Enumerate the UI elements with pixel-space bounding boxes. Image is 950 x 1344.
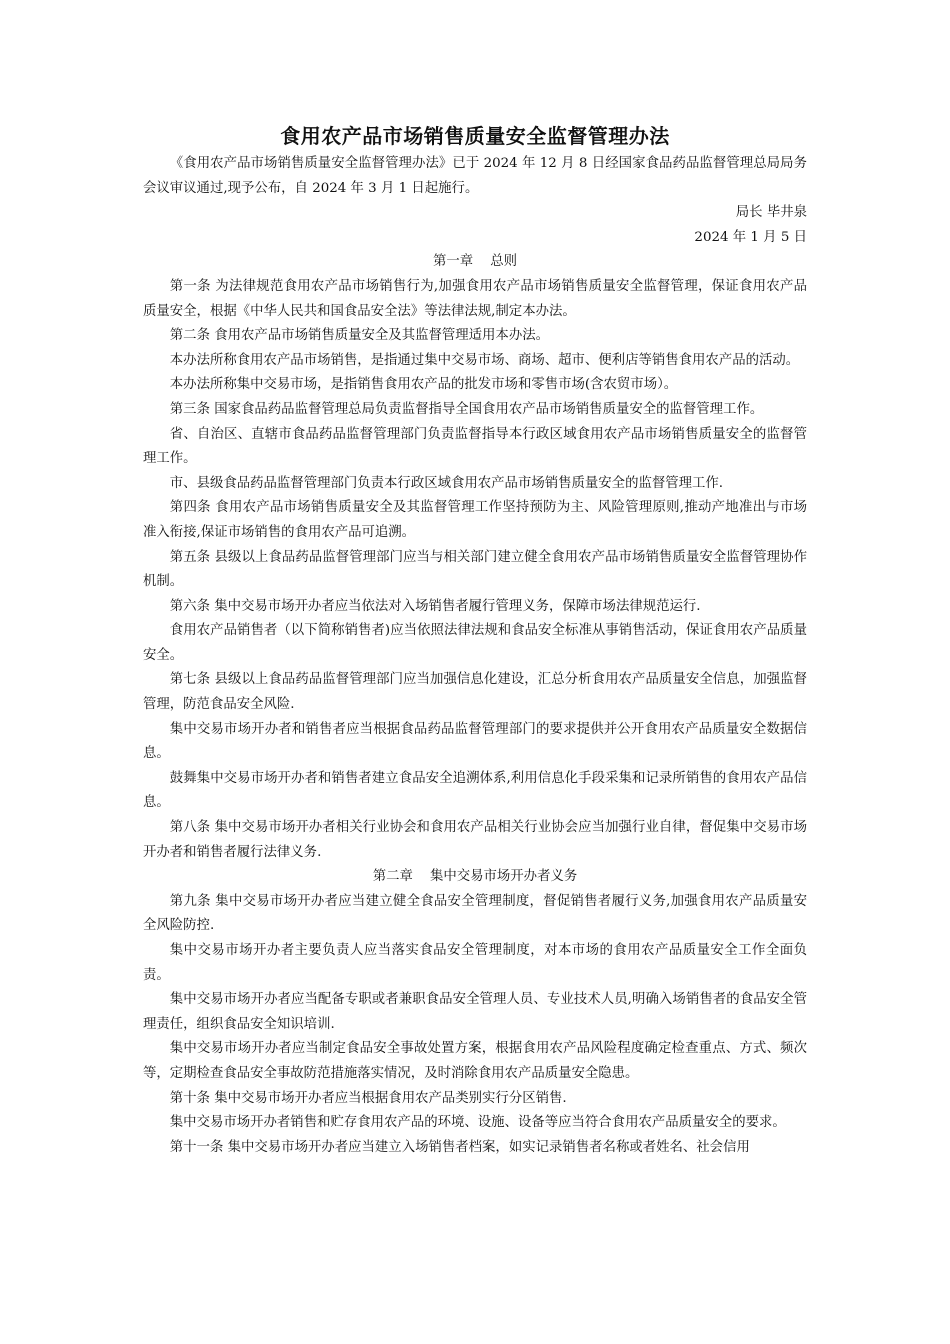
article-paragraph: 第四条 食用农产品市场销售质量安全及其监督管理工作坚持预防为主、风险管理原则,推动产地准出与市场准入衔接,保证市场销售的食用农产品可追溯。 bbox=[143, 500, 807, 540]
article-paragraph: 第九条 集中交易市场开办者应当建立健全食品安全管理制度，督促销售者履行义务,加强食用农产品质量安全风险防控. bbox=[143, 893, 807, 934]
article-paragraph: 集中交易市场开办者和销售者应当根据食品药品监督管理部门的要求提供并公开食用农产品质量安全数据信息。 bbox=[143, 721, 807, 762]
signatory: 局长 毕井泉 bbox=[735, 205, 807, 221]
article-paragraph: 第三条 国家食品药品监督管理总局负责监督指导全国食用农产品市场销售质量安全的监督管理工作。 bbox=[169, 401, 764, 417]
article-paragraph: 第一条 为法律规范食用农产品市场销售行为,加强食用农产品市场销售质量安全监督管理，保证食用农产品质量安全，根据《中华人民共和国食品安全法》等法律法规,制定本办法。 bbox=[143, 278, 807, 319]
document-title: 食用农产品市场销售质量安全监督管理办法 bbox=[280, 124, 670, 148]
article-paragraph: 第六条 集中交易市场开办者应当依法对入场销售者履行管理义务，保障市场法律规范运行. bbox=[169, 598, 701, 614]
article-paragraph: 本办法所称食用农产品市场销售，是指通过集中交易市场、商场、超市、便利店等销售食用农产品的活动。 bbox=[169, 352, 800, 368]
article-paragraph: 集中交易市场开办者销售和贮存食用农产品的环境、设施、设备等应当符合食用农产品质量安全的要求。 bbox=[169, 1115, 786, 1131]
chapter-heading: 第二章 集中交易市场开办者义务 bbox=[372, 869, 578, 885]
article-paragraph: 第二条 食用农产品市场销售质量安全及其监督管理适用本办法。 bbox=[169, 328, 549, 344]
article-paragraph: 集中交易市场开办者主要负责人应当落实食品安全管理制度，对本市场的食用农产品质量安全工作全面负责。 bbox=[143, 943, 807, 983]
issue-date: 2024 年 1 月 5 日 bbox=[694, 229, 807, 245]
article-paragraph: 食用农产品销售者（以下简称销售者)应当依照法律法规和食品安全标准从事销售活动，保证食用农产品质量安全。 bbox=[143, 623, 807, 663]
chapter-heading: 第一章 总则 bbox=[433, 254, 517, 270]
article-paragraph: 集中交易市场开办者应当制定食品安全事故处置方案，根据食用农产品风险程度确定检查重点、方式、频次等，定期检查食品安全事故防范措施落实情况，及时消除食用农产品质量安全隐患。 bbox=[143, 1041, 807, 1081]
article-paragraph: 集中交易市场开办者应当配备专职或者兼职食品安全管理人员、专业技术人员,明确入场销售者的食品安全管理责任，组织食品安全知识培训. bbox=[143, 992, 807, 1032]
article-paragraph: 第五条 县级以上食品药品监督管理部门应当与相关部门建立健全食用农产品市场销售质量安全监督管理协作机制。 bbox=[143, 549, 807, 590]
article-paragraph: 本办法所称集中交易市场，是指销售食用农产品的批发市场和零售市场(含农贸市场）。 bbox=[169, 377, 678, 393]
article-paragraph: 第八条 集中交易市场开办者相关行业协会和食用农产品相关行业协会应当加强行业自律，督促集中交易市场开办者和销售者履行法律义务. bbox=[143, 820, 807, 860]
document-body bbox=[143, 122, 807, 1160]
article-paragraph: 市、县级食品药品监督管理部门负责本行政区域食用农产品市场销售质量安全的监督管理工作. bbox=[169, 475, 724, 491]
article-paragraph: 鼓舞集中交易市场开办者和销售者建立食品安全追溯体系,利用信息化手段采集和记录所销售的食用农产品信息。 bbox=[143, 770, 807, 811]
article-paragraph: 第七条 县级以上食品药品监督管理部门应当加强信息化建设，汇总分析食用农产品质量安全信息，加强监督管理，防范食品安全风险. bbox=[143, 672, 807, 713]
article-paragraph: 省、自治区、直辖市食品药品监督管理部门负责监督指导本行政区域食用农产品市场销售质量安全的监督管理工作。 bbox=[143, 426, 807, 467]
article-paragraph: 第十条 集中交易市场开办者应当根据食用农产品类别实行分区销售. bbox=[169, 1090, 567, 1106]
article-paragraph: 第十一条 集中交易市场开办者应当建立入场销售者档案，如实记录销售者名称或者姓名、社会信用 bbox=[169, 1139, 750, 1155]
intro-paragraph: 《食用农产品市场销售质量安全监督管理办法》已于 2024 年 12 月 8 日经国家食品药品监督管理总局局务会议审议通过,现予公布，自 2024 年 3 月 1 日起施行。 bbox=[143, 156, 807, 196]
